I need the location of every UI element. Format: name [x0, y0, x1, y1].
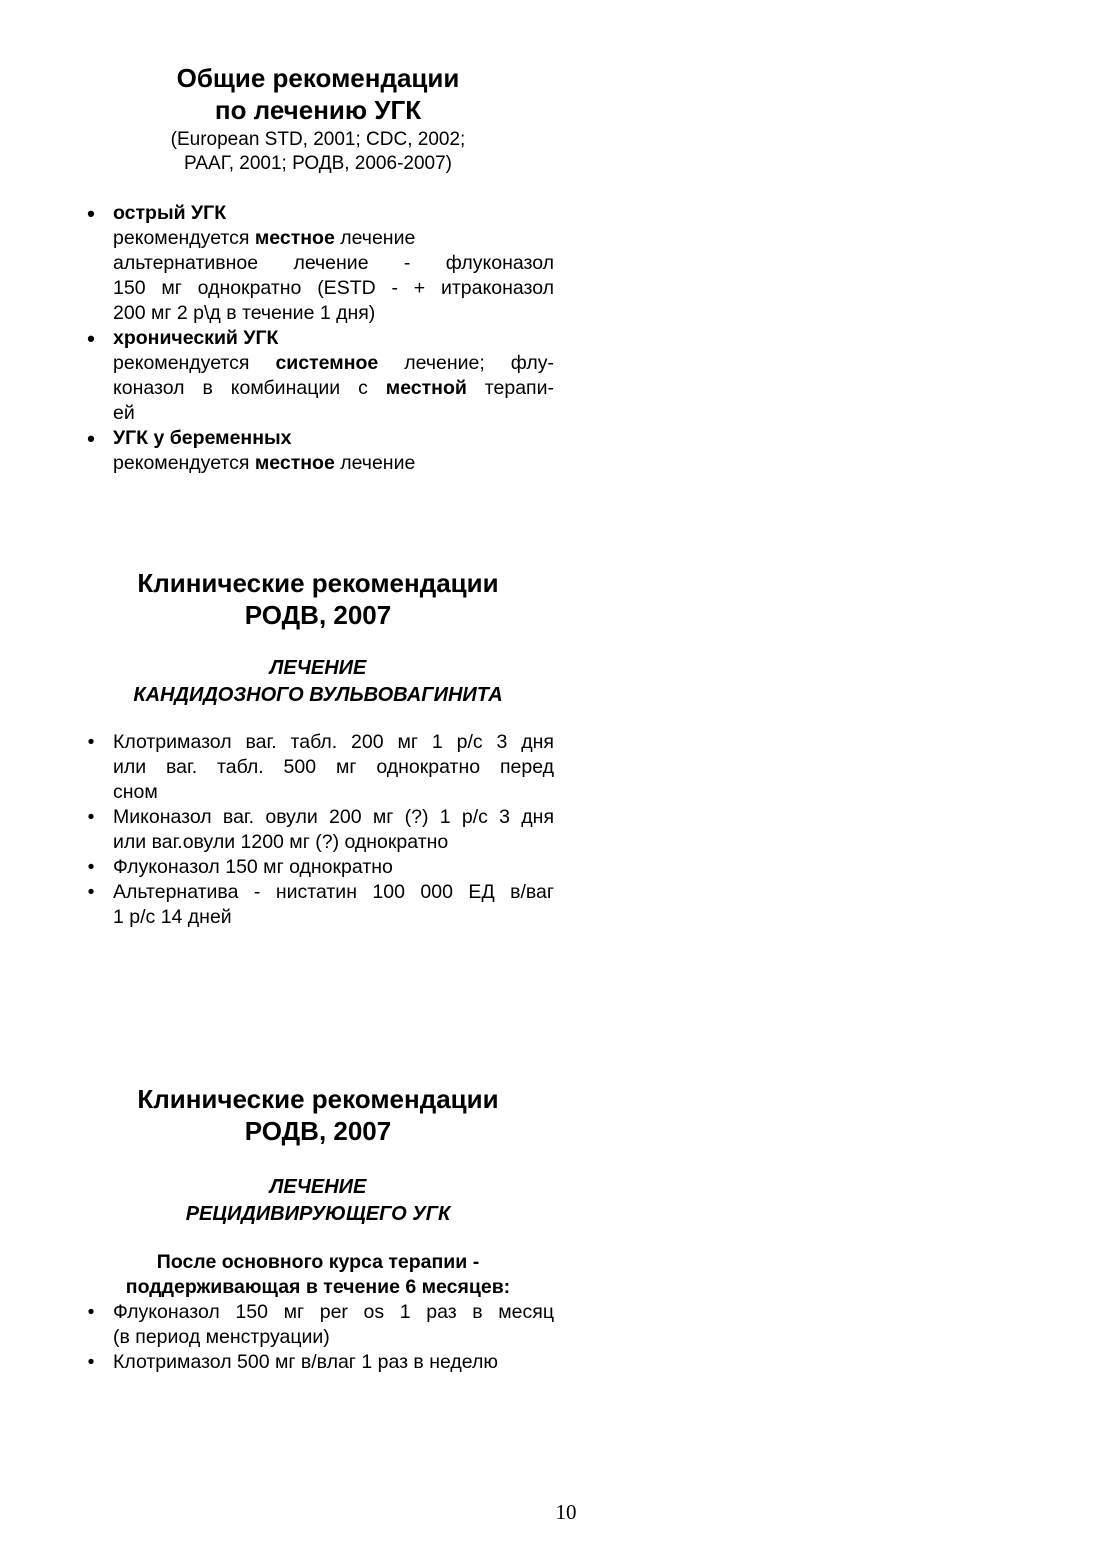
item-line: рекомендуется местное лечение — [113, 227, 416, 249]
item-line: альтернативное лечение - флуконазол — [113, 252, 554, 274]
subtitle-line: РЕЦИДИВИРУЮЩЕГО УГК — [185, 1203, 451, 1225]
list-item — [84, 326, 554, 426]
citation-line: РААГ, 2001; РОДВ, 2006-2007) — [183, 153, 452, 174]
list-item — [84, 855, 554, 880]
bullet-icon: • — [87, 881, 95, 903]
list-item — [84, 1350, 554, 1375]
list-item — [84, 880, 554, 930]
item-heading: острый УГК — [113, 202, 227, 224]
subtitle-line: ЛЕЧЕНИЕ — [269, 657, 367, 679]
item-line: Альтернатива - нистатин 100 000 ЕД в/ваг — [113, 881, 554, 903]
item-line: 1 р/с 14 дней — [113, 906, 232, 928]
section3-subtitle — [80, 1174, 556, 1228]
subtitle-line: КАНДИДОЗНОГО ВУЛЬВОВАГИНИТА — [133, 684, 503, 706]
item-line: рекомендуется системное лечение; флу- — [113, 352, 554, 374]
section2-title-line: РОДВ, 2007 — [244, 600, 392, 630]
emphasis: местное — [254, 452, 335, 474]
emphasis: местное — [254, 227, 335, 249]
section3-title-line: РОДВ, 2007 — [244, 1116, 392, 1146]
item-heading: УГК у беременных — [113, 427, 292, 449]
lead-line: После основного курса терапии - — [156, 1251, 480, 1273]
item-line: ей — [113, 402, 135, 424]
item-line: Флуконазол 150 мг per os 1 раз в месяц — [113, 1301, 554, 1323]
item-line: Клотримазол 500 мг в/влаг 1 раз в неделю — [113, 1351, 498, 1373]
section3-title-line: Клинические рекомендации — [137, 1084, 499, 1114]
section2-title — [80, 567, 556, 631]
section1-title-line: по лечению УГК — [214, 95, 422, 125]
bullet-icon: • — [87, 201, 95, 226]
citation-line: (European STD, 2001; CDC, 2002; — [170, 129, 466, 150]
list-item — [84, 426, 554, 476]
list-item — [84, 730, 554, 805]
item-line: или ваг.овули 1200 мг (?) однократно — [113, 831, 449, 853]
bullet-icon: • — [87, 731, 95, 753]
item-line: (в период менструации) — [113, 1326, 330, 1348]
section3-list — [84, 1300, 554, 1375]
item-line: Флуконазол 150 мг однократно — [113, 856, 393, 878]
lead-line: поддерживающая в течение 6 месяцев: — [125, 1276, 511, 1298]
list-item — [84, 201, 554, 326]
section2-list — [84, 730, 554, 930]
item-line: коназол в комбинации с местной терапи- — [113, 377, 554, 399]
page-number: 10 — [555, 1500, 577, 1524]
section1-list — [84, 201, 554, 476]
bullet-icon: • — [87, 1301, 95, 1323]
section3-lead — [80, 1250, 556, 1300]
section1-citation — [80, 128, 556, 176]
item-line: рекомендуется местное лечение — [113, 452, 416, 474]
section3-title — [80, 1083, 556, 1147]
bullet-icon: • — [87, 806, 95, 828]
section2-title-line: Клинические рекомендации — [137, 568, 499, 598]
section1-title-line: Общие рекомендации — [176, 63, 460, 93]
item-line: или ваг. табл. 500 мг однократно перед — [113, 756, 554, 778]
list-item — [84, 805, 554, 855]
item-line: 200 мг 2 р\д в течение 1 дня) — [113, 302, 376, 324]
emphasis: местной — [385, 377, 467, 399]
bullet-icon: • — [87, 326, 95, 351]
section1-title — [80, 62, 556, 126]
bullet-icon: • — [87, 426, 95, 451]
section2-subtitle — [80, 655, 556, 709]
item-line: 150 мг однократно (ESTD - + итраконазол — [113, 277, 554, 299]
item-line: сном — [113, 781, 158, 803]
bullet-icon: • — [87, 1351, 95, 1373]
list-item — [84, 1300, 554, 1350]
emphasis: системное — [275, 352, 379, 374]
item-heading: хронический УГК — [113, 327, 279, 349]
item-line: Клотримазол ваг. табл. 200 мг 1 р/с 3 дня — [113, 731, 554, 753]
subtitle-line: ЛЕЧЕНИЕ — [269, 1176, 367, 1198]
bullet-icon: • — [87, 856, 95, 878]
item-line: Миконазол ваг. овули 200 мг (?) 1 р/с 3 дня — [113, 806, 554, 828]
